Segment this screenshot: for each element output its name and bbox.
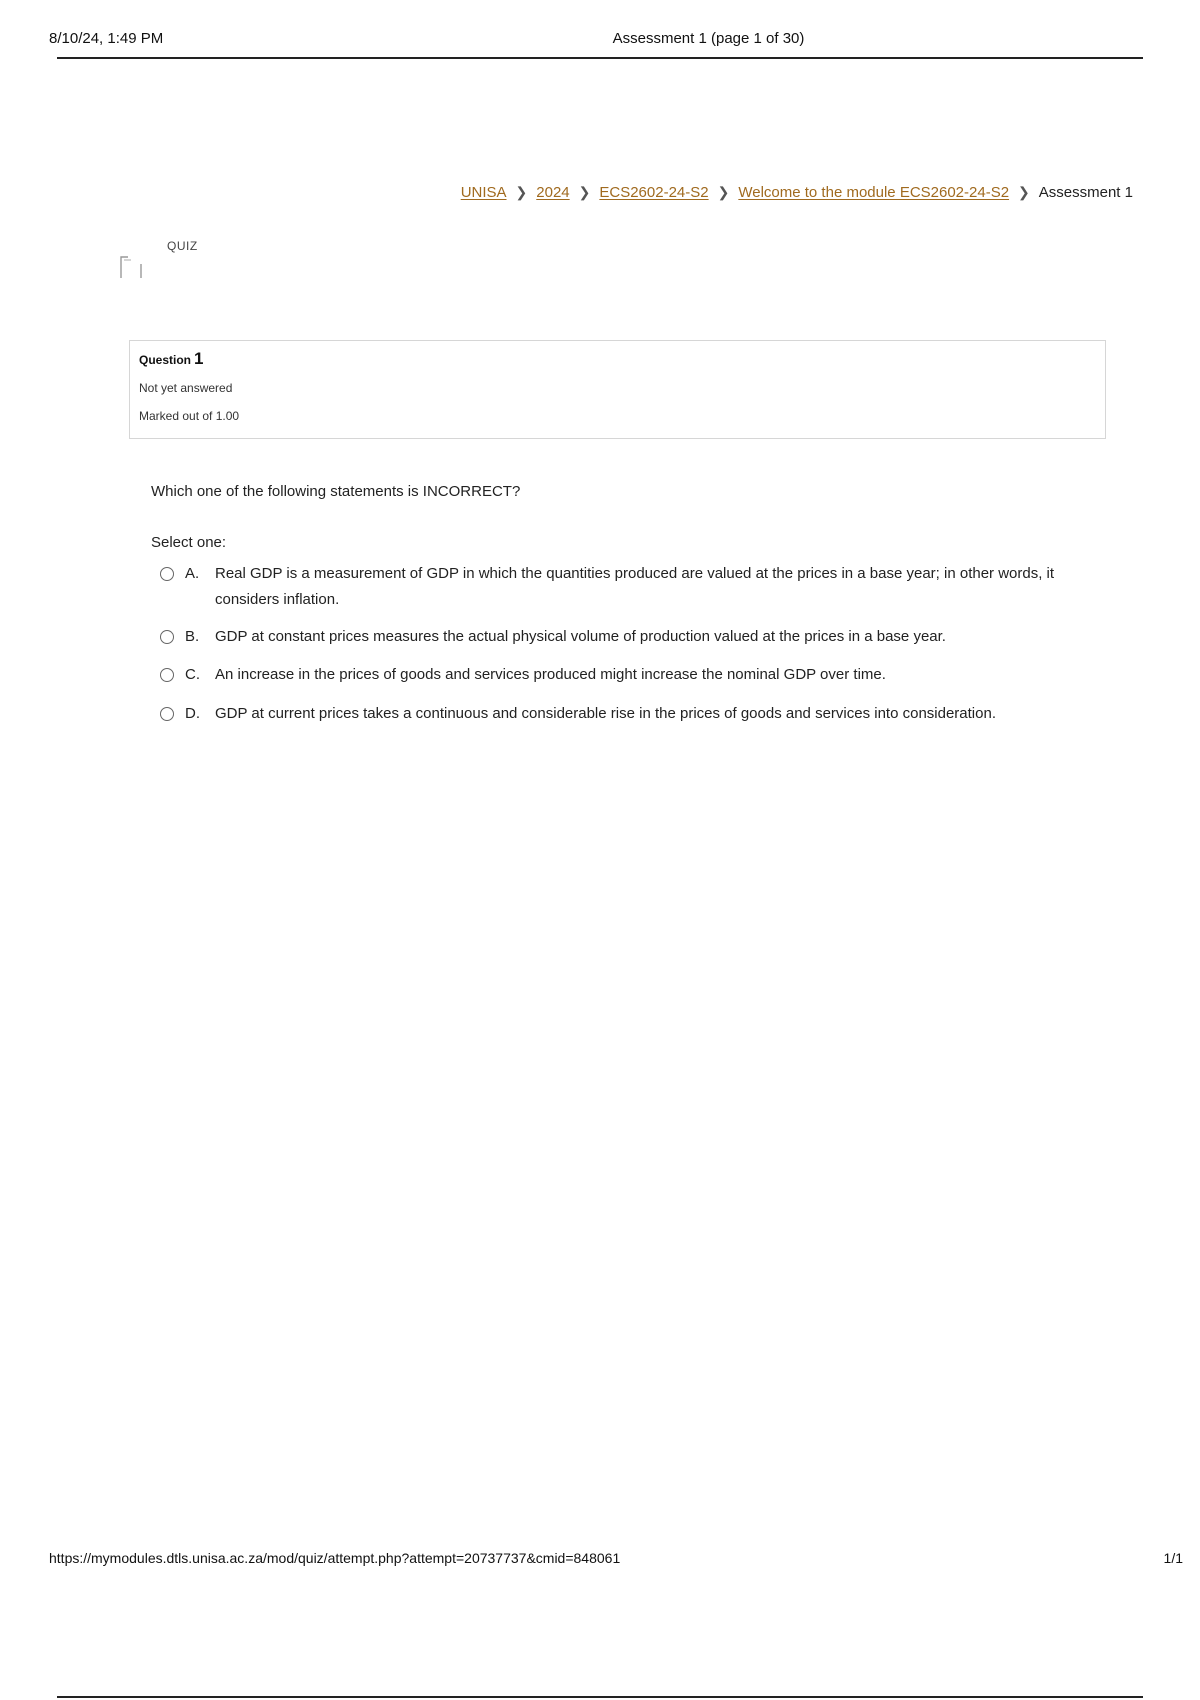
answer-option-d[interactable] [160, 701, 1080, 753]
answer-option-c[interactable] [160, 662, 1080, 688]
question-marks: Marked out of 1.00 [139, 409, 240, 423]
radio-button[interactable] [160, 630, 174, 644]
print-page-number: 1/1 [1163, 1550, 1183, 1566]
question-text: Which one of the following statements is INCORRECT? [151, 483, 521, 500]
question-info-box [129, 340, 1106, 439]
answer-letter: C. [185, 666, 200, 683]
breadcrumb-course[interactable]: ECS2602-24-S2 [599, 184, 709, 201]
footer-rule [57, 1696, 1143, 1698]
breadcrumb-2024[interactable]: 2024 [536, 184, 570, 201]
quiz-icon [120, 255, 142, 279]
radio-button[interactable] [160, 707, 174, 721]
chevron-right-icon: ❯ [515, 184, 528, 200]
answer-option-a[interactable] [160, 561, 1080, 613]
question-title-prefix: Question [139, 353, 192, 367]
print-header [0, 0, 1200, 60]
answer-text[interactable]: An increase in the prices of goods and services produced might increase the nominal GDP over time. [215, 666, 886, 683]
question-title [139, 349, 203, 369]
answer-text[interactable]: Real GDP is a measurement of GDP in which the quantities produced are valued at the prices in a base year; in other words, it considers inflation. [215, 565, 1055, 608]
chevron-right-icon: ❯ [717, 184, 730, 200]
question-number: 1 [194, 349, 204, 368]
question-state: Not yet answered [139, 381, 233, 395]
breadcrumb [461, 184, 1133, 201]
print-date: 8/10/24, 1:49 PM [49, 30, 164, 47]
answer-letter: D. [185, 705, 200, 722]
print-footer-url: https://mymodules.dtls.unisa.ac.za/mod/quiz/attempt.php?attempt=20737737&cmid=848061 [49, 1550, 621, 1566]
answer-text[interactable]: GDP at current prices takes a continuous and considerable rise in the prices of goods and services into consideration. [215, 705, 996, 722]
radio-button[interactable] [160, 668, 174, 682]
activity-type-label: QUIZ [167, 239, 198, 253]
answer-prompt: Select one: [151, 534, 227, 551]
print-title: Assessment 1 (page 1 of 30) [612, 30, 805, 47]
answer-letter: B. [185, 628, 200, 645]
answer-text[interactable]: GDP at constant prices measures the actual physical volume of production valued at the prices in a base year. [215, 628, 946, 645]
answer-letter: A. [185, 565, 200, 582]
breadcrumb-current: Assessment 1 [1038, 184, 1133, 201]
header-rule [57, 57, 1143, 59]
chevron-right-icon: ❯ [1018, 184, 1030, 200]
answer-option-b[interactable] [160, 624, 1080, 650]
breadcrumb-welcome[interactable]: Welcome to the module ECS2602-24-S2 [738, 184, 1010, 201]
chevron-right-icon: ❯ [578, 184, 591, 200]
radio-button[interactable] [160, 567, 174, 581]
breadcrumb-unisa[interactable]: UNISA [460, 184, 507, 201]
